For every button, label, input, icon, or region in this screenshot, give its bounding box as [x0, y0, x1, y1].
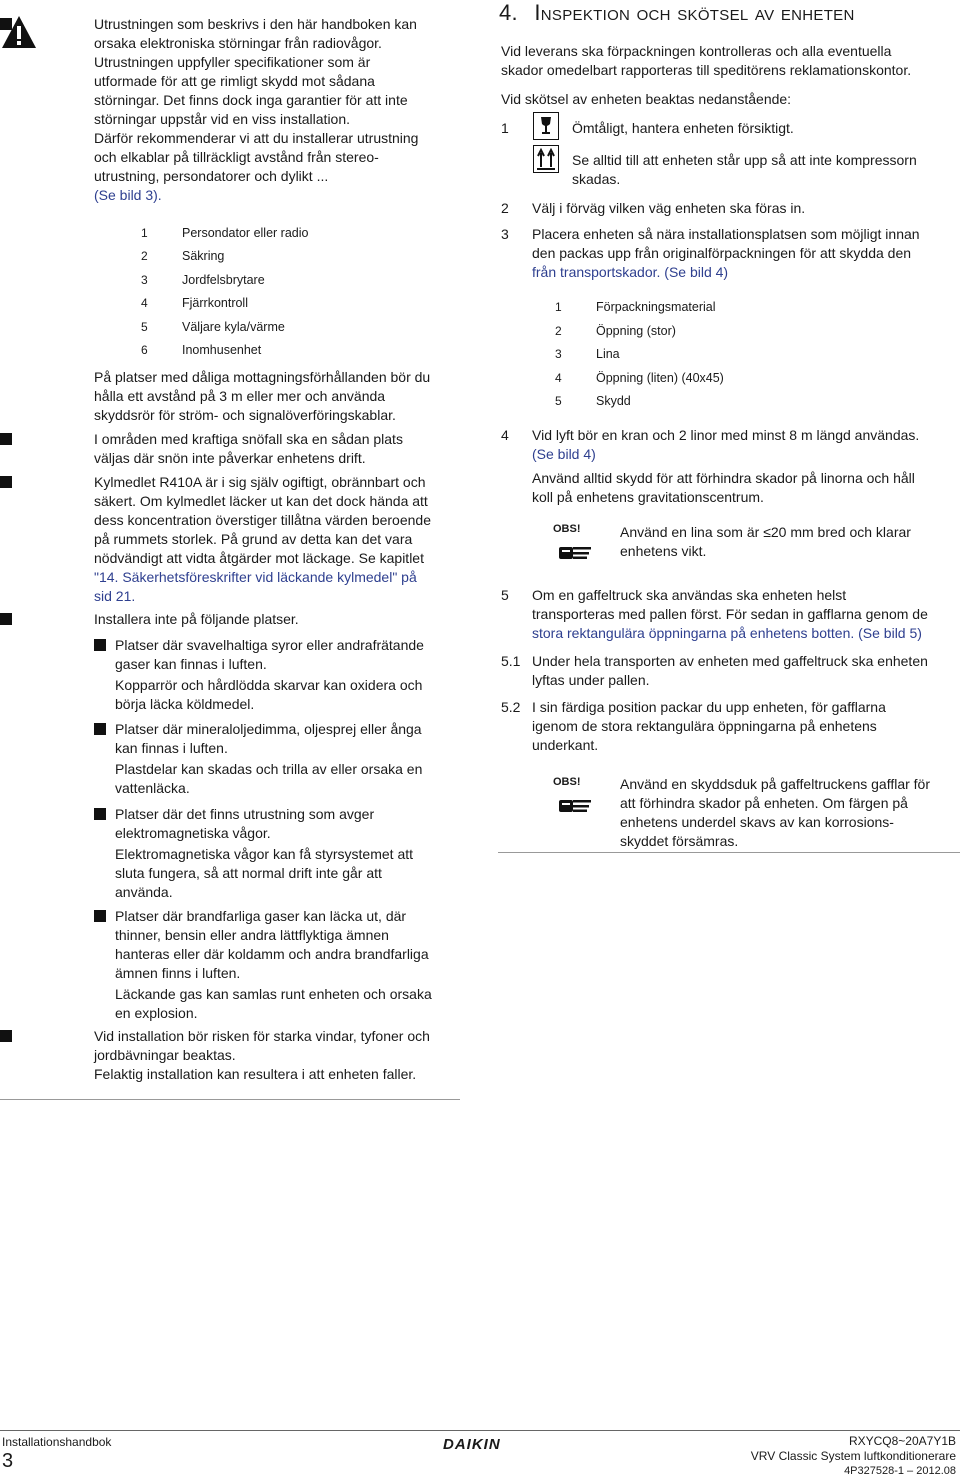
bullet-icon [0, 18, 12, 30]
sub-item-flammable: Platser där brandfarliga gaser kan läcka ut, där thinner, bensin eller andra lättflyktiga ämnen hanteras eller där koldamm och andra brandfarliga ämnen finns i luften. Läckande gas kan samlas runt enheten och orsaka en explosion. [115, 908, 432, 1021]
section-heading: 4. Inspektion och skötsel av enheten [499, 0, 855, 25]
upright-text: Se alltid till att enheten står upp så att inte kompressorn skadas. [572, 152, 917, 187]
figure4-link-2[interactable]: (Se bild 4) [532, 446, 596, 462]
column-end-rule [498, 852, 960, 853]
sub-bullet-icon [94, 910, 106, 922]
not-install-heading: Installera inte på följande platser. [94, 611, 299, 627]
care-intro: Vid skötsel av enheten beaktas nedanstående: [501, 91, 792, 107]
note-hand-icon [557, 541, 593, 563]
sub-item-oil: Platser där mineraloljedimma, oljesprej eller ånga kan finnas i luften. Plastdelar kan skadas och trilla av eller orsaka en vattenläcka. [115, 721, 423, 796]
reception-paragraph: På platser med dåliga mottagningsförhållanden bör du hålla ett avstånd på 3 m eller mer och använda skyddsrör för ström- och signalöverföringskablar. [94, 369, 431, 423]
figure-reference-link[interactable]: (Se bild 3). [94, 187, 162, 203]
sub-bullet-icon [94, 639, 106, 651]
refrigerant-paragraph: Kylmedlet R410A är i sig själv ogiftigt, obrännbart och säkert. Om kylmedlet läcker ut kan det dock hända att dess koncentration överstiger tillåtna värden beroende på rummets storlek. På grund av detta kan det vara nödvändigt att vidta åtgärder mot läckage. Se kapitlet "14. Säkerhetsföreskrifter vid läckande kylmedel" på sid 21. [94, 473, 452, 606]
bullet-icon [0, 1030, 12, 1042]
forklift-text: Om en gaffeltruck ska användas ska enheten helst transporteras med pallen först. För sedan in gafflarna genom de stora rektangulära öppningarna på enhetens botten. (Se bild 5) [532, 586, 956, 643]
route-text: Välj i förväg vilken väg enheten ska föras in. [532, 200, 806, 216]
bullet-icon [0, 433, 12, 445]
delivery-intro: Vid leverans ska förpackningen kontrolleras och alla eventuella skador omedelbart rapporteras till speditörens reklamationskontor. [501, 43, 912, 78]
bullet-icon [0, 476, 12, 488]
footer-rule [0, 1430, 960, 1431]
note1-text: Använd en lina som är ≤20 mm bred och klarar enhetens vikt. [620, 524, 911, 559]
footer-right: RXYCQ8~20A7Y1B VRV Classic System luftkonditionerare 4P327528-1 – 2012.08 [750, 1434, 956, 1477]
bullet-icon [0, 613, 12, 625]
sub-item-electromagnetic: Platser där det finns utrustning som avger elektromagnetiska vågor. Elektromagnetiska vågor kan få styrsystemet att sluta fungera, så att normal drift inte går att använda. [115, 806, 414, 900]
crane-text: Vid lyft bör en kran och 2 linor med minst 8 m längd användas. (Se bild 4) [532, 426, 956, 464]
daikin-logo: DAIKIN [443, 1436, 501, 1453]
page-number: 3 [2, 1450, 14, 1472]
this-way-up-icon [533, 145, 559, 173]
note-label: OBS! [553, 523, 581, 535]
column-end-rule [0, 1099, 460, 1100]
sub-item-acid: Platser där svavelhaltiga syror eller andrafrätande gaser kan finnas i luften. Kopparrör och hårdlödda skarvar kan oxidera och börja läcka köldmedel. [115, 637, 424, 712]
wind-paragraph: Vid installation bör risken för starka vindar, tyfoner och jordbävningar beaktas. Felaktig installation kan resultera i att enheten faller. [94, 1028, 430, 1082]
sub-bullet-icon [94, 808, 106, 820]
note-hand-icon [557, 794, 593, 816]
protection-text: Använd alltid skydd för att förhindra skador på linorna och håll koll på enhetens gravitationscentrum. [532, 470, 915, 505]
sub-bullet-icon [94, 723, 106, 735]
fragile-text: Ömtåligt, hantera enheten försiktigt. [572, 120, 794, 136]
step52-text: I sin färdiga position packar du upp enheten, för gafflarna igenom de stora rektangulära öppningarna på enhetens underkant. [532, 699, 886, 753]
figure5-link[interactable]: stora rektangulära öppningarna på enhetens botten. (Se bild 5) [532, 625, 922, 641]
note2-text: Använd en skyddsduk på gaffeltruckens gafflar för att förhindra skador på enheten. Om färgen på enhetens underdel skavs av kan korrosions- skyddet försämras. [620, 776, 931, 849]
snow-paragraph: I områden med kraftiga snöfall ska en sådan plats väljas där snön inte påverkar enhetens drift. [94, 431, 403, 466]
step51-text: Under hela transporten av enheten med gaffeltruck ska enheten lyftas under pallen. [532, 653, 928, 688]
page-link[interactable]: sid 21. [94, 588, 136, 604]
chapter-link[interactable]: "14. Säkerhetsföreskrifter vid läckande kylmedel" på [94, 569, 417, 585]
fragile-glass-icon [533, 112, 559, 140]
manual-title: Installationshandbok [2, 1435, 112, 1449]
note-label-2: OBS! [553, 776, 581, 788]
figure4-link[interactable]: från transportskador. (Se bild 4) [532, 264, 729, 280]
placement-text: Placera enheten så nära installationsplatsen som möjligt innan den packas upp från originalförpackningen för att skydda den från transportskador. (Se bild 4) [532, 225, 956, 282]
interference-warning: Utrustningen som beskrivs i den här handboken kan orsaka elektroniska störningar från radiovågor. Utrustningen uppfyller specifikationer som är utformade för att ge rimligt skydd mot sådana störningar. Det finns dock inga garantier för att inte störningar uppstår vid en viss installation. Därför rekommenderar vi att du installerar utrustning och elkablar på tillräckligt avstånd från stereo- utrustning, persondatorer och dylikt ... (Se bild 3). [94, 15, 452, 205]
